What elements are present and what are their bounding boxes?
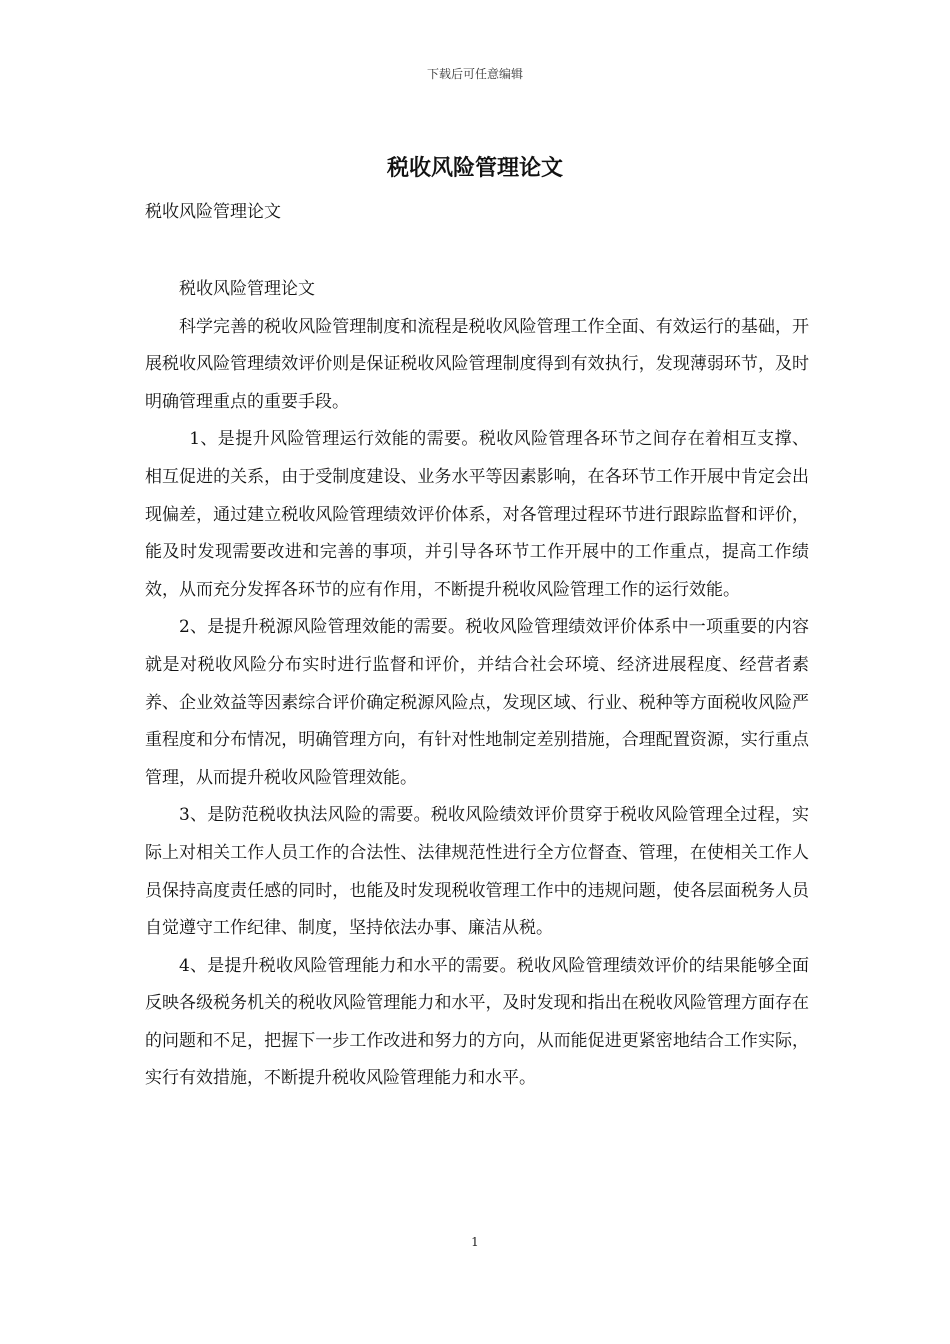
body-paragraph-intro: 科学完善的税收风险管理制度和流程是税收风险管理工作全面、有效运行的基础，开展税收风险管理绩效评价则是保证税收风险管理制度得到有效执行，发现薄弱环节，及时明确管理重点的重要手段。 — [145, 316, 809, 412]
document-title: 税收风险管理论文 — [386, 156, 563, 181]
body-paragraph-point-2: 2、是提升税源风险管理效能的需要。税收风险管理绩效评价体系中一项重要的内容就是对税收风险分布实时进行监督和评价，并结合社会环境、经济进展程度、经营者素养、企业效益等因素综合评价确定税源风险点，发现区域、行业、税种等方面税收风险严重程度和分布情况，明确管理方向，有针对性地制定差别措施，合理配置资源，实行重点管理，从而提升税收风险管理效能。 — [145, 617, 809, 788]
body-paragraph-point-4: 4、是提升税收风险管理能力和水平的需要。税收风险管理绩效评价的结果能够全面反映各级税务机关的税收风险管理能力和水平，及时发现和指出在税收风险管理方面存在的问题和不足，把握下一步工作改进和努力的方向，从而能促进更紧密地结合工作实际，实行有效措施，不断提升税收风险管理能力和水平。 — [145, 955, 809, 1089]
page-number: 1 — [471, 1235, 479, 1249]
body-paragraph-point-3: 3、是防范税收执法风险的需要。税收风险绩效评价贯穿于税收风险管理全过程，实际上对相关工作人员工作的合法性、法律规范性进行全方位督查、管理，在使相关工作人员保持高度责任感的同时，也能及时发现税收管理工作中的违规问题，使各层面税务人员自觉遵守工作纪律、制度，坚持依法办事、廉洁从税。 — [145, 805, 809, 939]
page-header-note: 下载后可任意编辑 — [426, 67, 523, 81]
document-body — [145, 271, 809, 1098]
body-paragraph-point-1: 1、是提升风险管理运行效能的需要。税收风险管理各环节之间存在着相互支撑、相互促进的关系，由于受制度建设、业务水平等因素影响，在各环节工作开展中肯定会出现偏差，通过建立税收风险管理绩效评价体系，对各管理过程环节进行跟踪监督和评价，能及时发现需要改进和完善的事项，并引导各环节工作开展中的工作重点，提高工作绩效，从而充分发挥各环节的应有作用，不断提升税收风险管理工作的运行效能。 — [145, 429, 809, 600]
document-subtitle: 税收风险管理论文 — [145, 202, 281, 222]
body-paragraph-heading: 税收风险管理论文 — [179, 279, 315, 299]
